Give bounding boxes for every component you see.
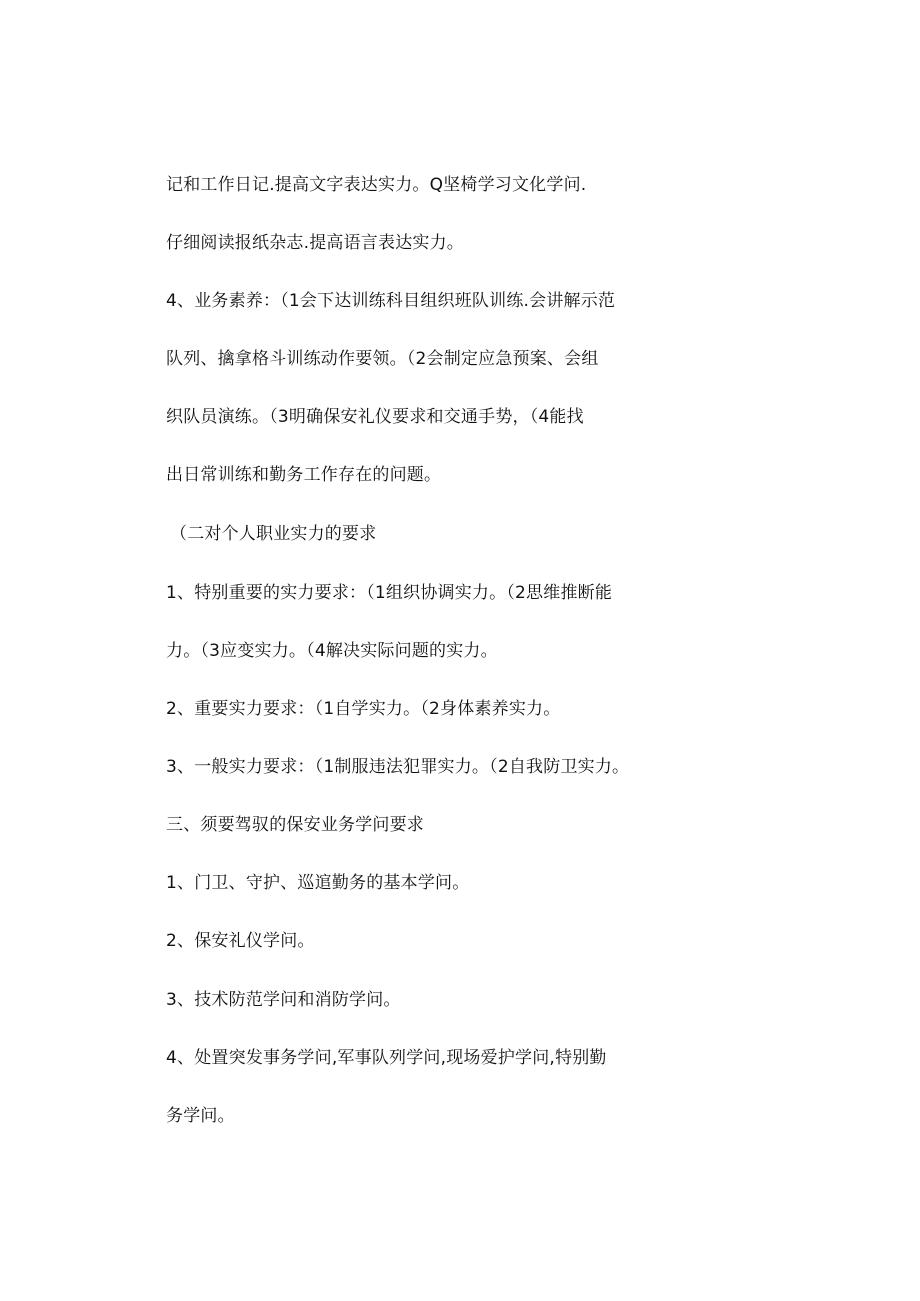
text-line-2: 仔细阅读报纸杂志.提高语言表达实力。 <box>166 233 465 253</box>
text-line-11: 3、一般实力要求：（1制服违法犯罪实力。（2自我防卫实力。 <box>166 757 630 777</box>
text-line-14: 2、保安礼仪学问。 <box>166 931 315 951</box>
text-line-5: 织队员演练。（3明确保安礼仪要求和交通手势，（4能找 <box>166 407 584 427</box>
text-line-4: 队列、擒拿格斗训练动作要领。（2会制定应急预案、会组 <box>166 349 599 369</box>
text-line-15: 3、技术防范学问和消防学问。 <box>166 990 401 1010</box>
text-line-3: 4、业务素养：（1会下达训练科目组织班队训练.会讲解示范 <box>166 291 616 311</box>
text-line-16: 4、处置突发事务学问,军事队列学问,现场爱护学问,特别勤 <box>166 1048 607 1068</box>
text-line-6: 出日常训练和勤务工作存在的问题。 <box>166 465 442 485</box>
text-line-10: 2、重要实力要求：（1自学实力。（2身体素养实力。 <box>166 699 561 719</box>
text-line-8: 1、特别重要的实力要求：（1组织协调实力。（2思维推断能 <box>166 583 613 603</box>
text-line-1: 记和工作日记.提高文字表达实力。Q坚椅学习文化学问. <box>166 175 587 195</box>
text-line-9: 力。（3应变实力。（4解决实际问题的实力。 <box>166 641 498 661</box>
text-line-17: 务学问。 <box>166 1106 235 1126</box>
section-heading-3: 三、须要驾驭的保安业务学问要求 <box>166 815 424 835</box>
text-line-13: 1、门卫、守护、巡逭勤务的基本学问。 <box>166 873 470 893</box>
section-heading-2: （二对个人职业实力的要求 <box>170 524 377 544</box>
